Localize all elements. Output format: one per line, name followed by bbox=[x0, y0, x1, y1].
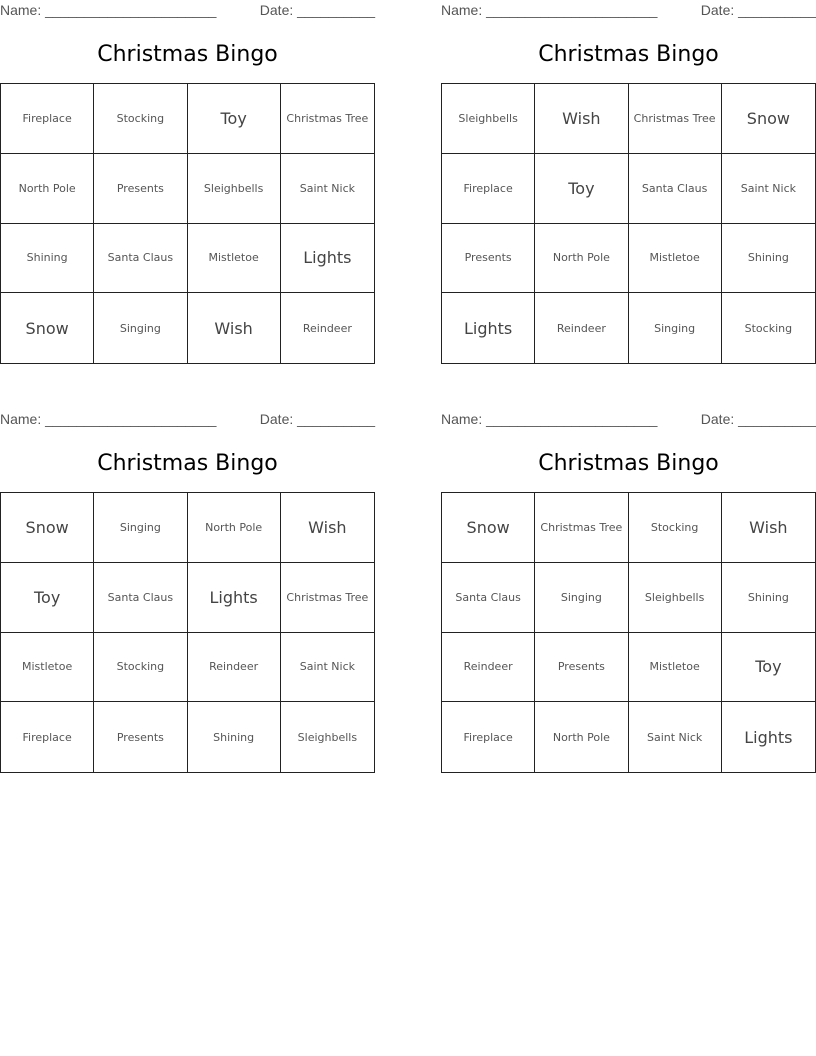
date-field: Date: __________ bbox=[700, 2, 816, 18]
bingo-cell: Saint Nick bbox=[629, 702, 722, 772]
bingo-cell: Sleighbells bbox=[297, 730, 358, 744]
bingo-cell: Presents bbox=[535, 633, 628, 703]
name-field: Name: ______________________ bbox=[441, 2, 658, 18]
bingo-cell: Fireplace bbox=[442, 702, 535, 772]
bingo-cell: Saint Nick bbox=[281, 154, 374, 224]
bingo-cell: Christmas Tree bbox=[535, 493, 628, 563]
bingo-cell: Santa Claus bbox=[94, 563, 187, 633]
bingo-cell: Wish bbox=[535, 84, 628, 154]
bingo-cell: Mistletoe bbox=[188, 224, 281, 294]
bingo-cell: Fireplace bbox=[442, 154, 535, 224]
bingo-cell: Stocking bbox=[629, 493, 722, 563]
bingo-cell: Reindeer bbox=[535, 293, 628, 363]
bingo-card-3 bbox=[0, 409, 375, 809]
bingo-cell: Saint Nick bbox=[281, 633, 374, 703]
bingo-cell: Santa Claus bbox=[442, 563, 535, 633]
bingo-cell: North Pole bbox=[535, 702, 628, 772]
bingo-cell: Shining bbox=[188, 702, 281, 772]
bingo-cell: Presents bbox=[94, 154, 187, 224]
bingo-cell: Shining bbox=[722, 563, 815, 633]
bingo-cell: Presents bbox=[94, 702, 187, 772]
bingo-card-1 bbox=[0, 0, 375, 400]
bingo-cell: Toy bbox=[1, 563, 94, 633]
bingo-cell: Singing bbox=[94, 493, 187, 563]
bingo-cell: Saint Nick bbox=[722, 154, 815, 224]
name-date-row bbox=[0, 2, 375, 20]
bingo-cell: Presents bbox=[442, 224, 535, 294]
name-field: Name: ______________________ bbox=[0, 2, 217, 18]
bingo-cell: Shining bbox=[722, 224, 815, 294]
bingo-cell: Lights bbox=[442, 293, 535, 363]
bingo-cell: Singing bbox=[629, 293, 722, 363]
bingo-cell: Lights bbox=[188, 563, 281, 633]
bingo-grid bbox=[441, 492, 816, 773]
bingo-cell: Mistletoe bbox=[629, 633, 722, 703]
date-field: Date: __________ bbox=[259, 2, 375, 18]
bingo-card-4 bbox=[441, 409, 816, 809]
bingo-cell: North Pole bbox=[535, 224, 628, 294]
bingo-cell: Singing bbox=[535, 563, 628, 633]
bingo-cell: Reindeer bbox=[188, 633, 281, 703]
bingo-cell: Stocking bbox=[744, 321, 793, 335]
name-date-row bbox=[0, 411, 375, 429]
name-date-row bbox=[441, 2, 816, 20]
bingo-cell: Toy bbox=[188, 84, 281, 154]
bingo-cell: Lights bbox=[281, 224, 374, 294]
bingo-cell: Mistletoe bbox=[629, 224, 722, 294]
bingo-cell: Mistletoe bbox=[1, 633, 94, 703]
date-field: Date: __________ bbox=[700, 411, 816, 427]
bingo-cell: Sleighbells bbox=[442, 84, 535, 154]
card-title: Christmas Bingo bbox=[538, 42, 719, 67]
bingo-cell: Santa Claus bbox=[94, 224, 187, 294]
bingo-cell: Shining bbox=[1, 224, 94, 294]
bingo-grid bbox=[441, 83, 816, 364]
bingo-cell: Reindeer bbox=[442, 633, 535, 703]
bingo-cell: Stocking bbox=[94, 633, 187, 703]
bingo-cell: North Pole bbox=[188, 493, 281, 563]
bingo-cell: Toy bbox=[535, 154, 628, 224]
bingo-cell: Christmas Tree bbox=[281, 563, 374, 633]
bingo-cell: Reindeer bbox=[302, 321, 352, 335]
card-title: Christmas Bingo bbox=[97, 451, 278, 476]
bingo-cell: Christmas Tree bbox=[629, 84, 722, 154]
bingo-cell: Snow bbox=[1, 293, 94, 363]
card-title: Christmas Bingo bbox=[97, 42, 278, 67]
name-field: Name: ______________________ bbox=[0, 411, 217, 427]
bingo-cell: Wish bbox=[722, 493, 815, 563]
bingo-cell: Sleighbells bbox=[188, 154, 281, 224]
bingo-cell: Snow bbox=[442, 493, 535, 563]
bingo-grid bbox=[0, 492, 375, 773]
bingo-cell: Wish bbox=[281, 493, 374, 563]
bingo-card-2 bbox=[441, 0, 816, 400]
bingo-cell: Snow bbox=[1, 493, 94, 563]
bingo-cell: Toy bbox=[722, 633, 815, 703]
bingo-cell: Singing bbox=[94, 293, 187, 363]
card-title: Christmas Bingo bbox=[538, 451, 719, 476]
bingo-cell: Santa Claus bbox=[629, 154, 722, 224]
bingo-cell: Wish bbox=[188, 293, 281, 363]
bingo-cell: Fireplace bbox=[1, 702, 94, 772]
bingo-grid bbox=[0, 83, 375, 364]
bingo-cell: Christmas Tree bbox=[281, 84, 374, 154]
bingo-cell: North Pole bbox=[1, 154, 94, 224]
date-field: Date: __________ bbox=[259, 411, 375, 427]
bingo-cell: Fireplace bbox=[1, 84, 94, 154]
bingo-cell: Stocking bbox=[94, 84, 187, 154]
bingo-cell: Lights bbox=[744, 727, 793, 747]
bingo-cell: Snow bbox=[722, 84, 815, 154]
bingo-cell: Sleighbells bbox=[629, 563, 722, 633]
name-field: Name: ______________________ bbox=[441, 411, 658, 427]
name-date-row bbox=[441, 411, 816, 429]
